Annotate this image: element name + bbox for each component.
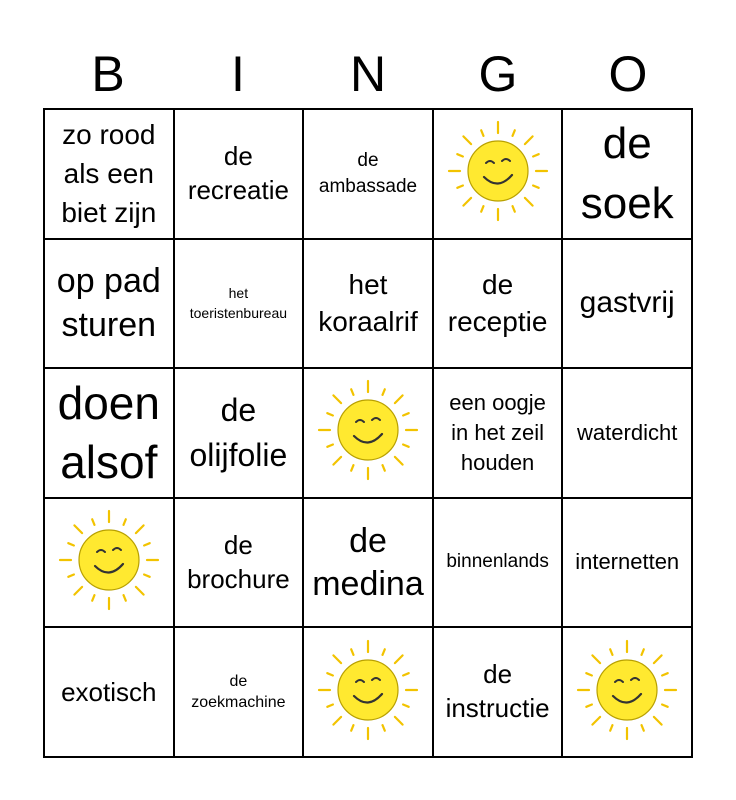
sun-icon bbox=[316, 638, 420, 747]
cell-text: zo rood als een biet zijn bbox=[61, 119, 157, 229]
bingo-cell[interactable] bbox=[44, 627, 174, 757]
sun-icon bbox=[316, 378, 420, 487]
header-letter-g: G bbox=[478, 46, 518, 102]
bingo-cell[interactable] bbox=[433, 368, 563, 498]
sun-icon bbox=[57, 508, 161, 617]
bingo-cell[interactable] bbox=[303, 109, 433, 239]
bingo-cell[interactable] bbox=[433, 239, 563, 369]
bingo-cell[interactable] bbox=[562, 368, 692, 498]
bingo-cell-free[interactable] bbox=[562, 627, 692, 757]
bingo-cell[interactable] bbox=[174, 239, 304, 369]
cell-text: de olijfolie bbox=[189, 392, 288, 473]
cell-text: de instructie bbox=[445, 659, 550, 724]
bingo-cell[interactable] bbox=[562, 498, 692, 628]
bingo-cell[interactable] bbox=[562, 109, 692, 239]
bingo-cell[interactable] bbox=[433, 627, 563, 757]
cell-text: de zoekmachine bbox=[191, 672, 286, 712]
header-letter-i: I bbox=[231, 46, 245, 102]
sun-icon bbox=[575, 638, 679, 747]
bingo-cell[interactable] bbox=[174, 627, 304, 757]
cell-text: gastvrij bbox=[579, 286, 675, 320]
bingo-cell[interactable] bbox=[44, 368, 174, 498]
cell-text: de brochure bbox=[187, 529, 290, 594]
cell-text: een oogje in het zeil houden bbox=[449, 390, 546, 475]
cell-text: waterdicht bbox=[577, 419, 678, 445]
cell-text: de recreatie bbox=[187, 141, 289, 205]
cell-text: de ambassade bbox=[318, 150, 418, 197]
bingo-cell-free[interactable] bbox=[303, 368, 433, 498]
bingo-card-grid bbox=[43, 108, 693, 758]
cell-text: doen alsof bbox=[57, 377, 160, 488]
bingo-header bbox=[43, 40, 693, 108]
header-letter-o: O bbox=[608, 46, 648, 102]
cell-text: de soek bbox=[580, 119, 674, 228]
cell-text: de medina bbox=[312, 522, 424, 603]
cell-text: het koraalrif bbox=[318, 268, 418, 338]
bingo-cell[interactable] bbox=[44, 239, 174, 369]
bingo-cell-free[interactable] bbox=[44, 498, 174, 628]
cell-text: exotisch bbox=[61, 676, 157, 707]
sun-icon bbox=[446, 119, 550, 228]
cell-text: de receptie bbox=[447, 268, 548, 338]
cell-text: op pad sturen bbox=[56, 262, 161, 345]
header-letter-b: B bbox=[91, 46, 125, 102]
cell-text: internetten bbox=[575, 549, 680, 575]
bingo-cell[interactable] bbox=[433, 498, 563, 628]
bingo-cell[interactable] bbox=[44, 109, 174, 239]
bingo-cell[interactable] bbox=[174, 498, 304, 628]
bingo-cell[interactable] bbox=[303, 498, 433, 628]
bingo-cell[interactable] bbox=[174, 109, 304, 239]
bingo-cell[interactable] bbox=[562, 239, 692, 369]
cell-text: het toeristenbureau bbox=[189, 285, 288, 322]
bingo-cell-free[interactable] bbox=[303, 627, 433, 757]
bingo-cell[interactable] bbox=[174, 368, 304, 498]
header-letter-n: N bbox=[349, 46, 387, 102]
bingo-cell[interactable] bbox=[303, 239, 433, 369]
bingo-cell-free[interactable] bbox=[433, 109, 563, 239]
cell-text: binnenlands bbox=[446, 551, 549, 573]
